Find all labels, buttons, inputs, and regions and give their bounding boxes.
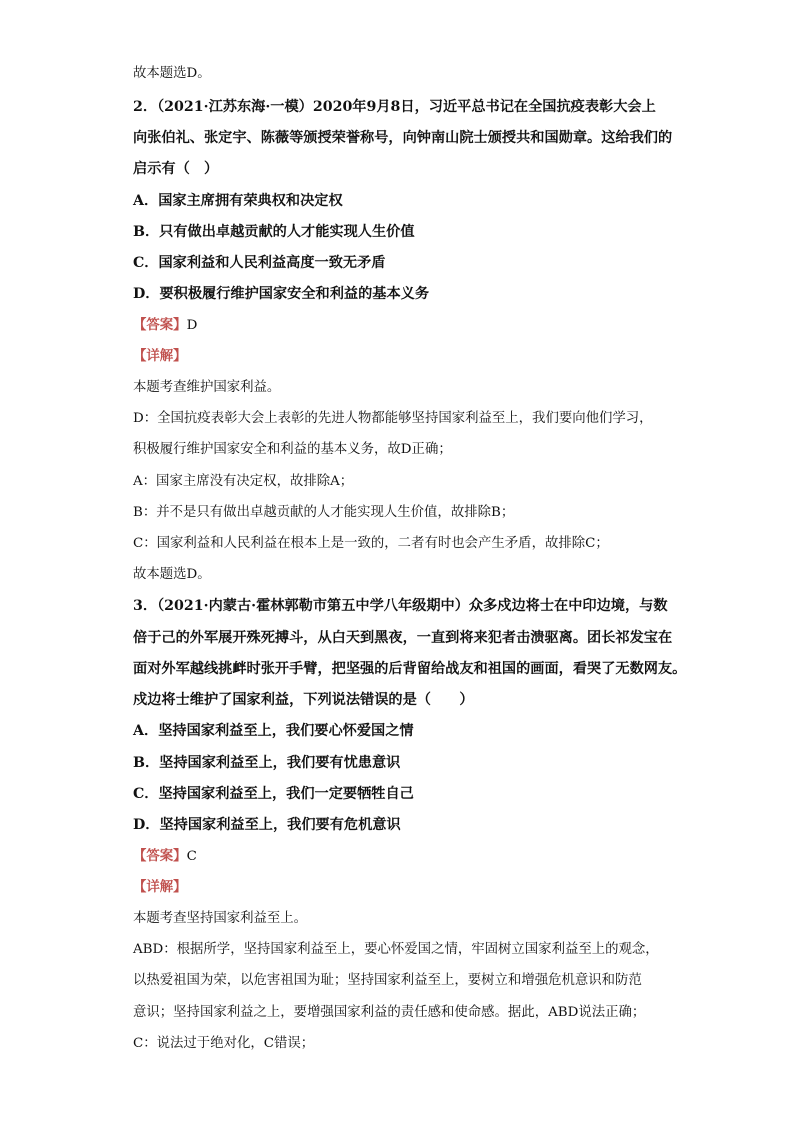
q2-detail-line-6: C：国家利益和人民利益在根本上是一致的，二者有时也会产生矛盾，故排除C； <box>133 536 609 551</box>
q2-detail-line-1: 本题考查维护国家利益。 <box>133 380 281 395</box>
q2-option-c: C．国家利益和人民利益高度一致无矛盾 <box>133 255 386 271</box>
q3-detail-line-4: 意识；坚持国家利益之上，要增强国家利益的责任感和使命感。据此，ABD说法正确； <box>133 1005 646 1020</box>
q2-answer-tag: 【答案】 <box>133 317 187 333</box>
q2-answer <box>133 315 694 336</box>
q2-detail-tag: 【详解】 <box>133 348 187 364</box>
q3-stem-line-4: 戍边将士维护了国家利益，下列说法错误的是（ ） <box>133 692 474 708</box>
q3-answer-value: C <box>186 849 197 864</box>
q3-detail-line-2: ABD：根据所学，坚持国家利益至上，要心怀爱国之情，牢固树立国家利益至上的观念， <box>133 942 659 957</box>
q3-option-a: A．坚持国家利益至上，我们要心怀爱国之情 <box>133 723 414 739</box>
q2-option-a: A．国家主席拥有荣典权和决定权 <box>133 193 343 209</box>
q1-conclusion: 故本题选D。 <box>133 66 211 81</box>
q2-option-d: D．要积极履行维护国家安全和利益的基本义务 <box>133 286 430 302</box>
q2-detail-line-2: D：全国抗疫表彰大会上表彰的先进人物都能够坚持国家利益至上，我们要向他们学习， <box>133 411 653 426</box>
q2-detail-line-5: B：并不是只有做出卓越贡献的人才能实现人生价值，故排除B； <box>133 505 515 520</box>
q2-conclusion: 故本题选D。 <box>133 567 211 582</box>
q2-detail-line-3: 积极履行维护国家安全和利益的基本义务，故D正确； <box>133 442 452 457</box>
q3-stem-line-2: 倍于己的外军展开殊死搏斗，从白天到黑夜，一直到将来犯者击溃驱离。团长祁发宝在 <box>133 630 673 646</box>
q2-stem-line-2: 向张伯礼、张定宇、陈薇等颁授荣誉称号，向钟南山院士颁授共和国勋章。这给我们的 <box>133 130 673 146</box>
q2-stem-line-1: 2．（2021·江苏东海·一模）2020年9月8日，习近平总书记在全国抗疫表彰大会上 <box>133 99 656 115</box>
q2-stem-line-3: 启示有（ ） <box>133 161 219 177</box>
q3-detail-line-3: 以热爱祖国为荣，以危害祖国为耻；坚持国家利益至上，要树立和增强危机意识和防范 <box>133 973 642 988</box>
q3-stem-line-1: 3．（2021·内蒙古·霍林郭勒市第五中学八年级期中）众多戍边将士在中印边境，与数 <box>133 598 668 614</box>
q3-detail-tag: 【详解】 <box>133 879 187 895</box>
q3-answer <box>133 846 694 867</box>
q2-answer-value: D <box>186 318 198 333</box>
q2-option-b: B．只有做出卓越贡献的人才能实现人生价值 <box>133 224 415 240</box>
q3-option-d: D．坚持国家利益至上，我们要有危机意识 <box>133 817 401 833</box>
q3-detail-line-5: C：说法过于绝对化，C错误； <box>133 1036 315 1051</box>
q3-option-c: C．坚持国家利益至上，我们一定要牺牲自己 <box>133 786 414 802</box>
q3-answer-tag: 【答案】 <box>133 848 187 864</box>
q2-detail-line-4: A：国家主席没有决定权，故排除A； <box>133 474 354 489</box>
q3-detail-line-1: 本题考查坚持国家利益至上。 <box>133 911 308 926</box>
q3-stem-line-3: 面对外军越线挑衅时张开手臂，把坚强的后背留给战友和祖国的画面，看哭了无数网友。 <box>133 661 687 677</box>
q3-option-b: B．坚持国家利益至上，我们要有忧患意识 <box>133 755 401 771</box>
